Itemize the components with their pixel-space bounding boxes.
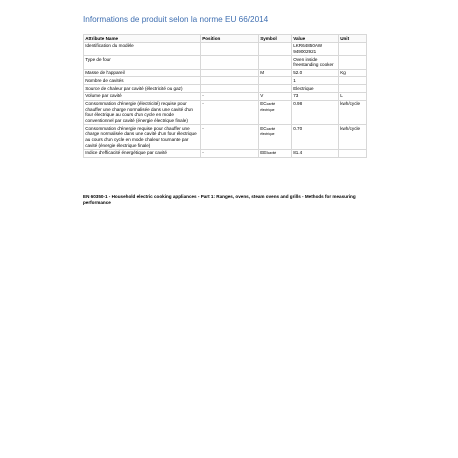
attribute-cell: Source de chaleur par cavité (électricité ou gaz) [84,85,201,93]
position-cell: - [201,125,259,150]
unit-cell [339,77,367,85]
value-cell: 73 [292,92,339,100]
value-cell: Oven inside freestanding cooker [292,56,339,69]
unit-cell [339,42,367,55]
symbol-cell [259,85,292,93]
table-header-row [84,35,367,43]
attribute-cell: Identification du modèle [84,42,201,55]
attribute-cell: Consommation d'énergie (électricité) requise pour chauffer une charge normalisée dans une cavité d'un four électrique au cours d'un cycle en mode conventionnel par cavité (énergie électrique finale) [84,100,201,125]
symbol-text: V [260,93,264,99]
position-cell: - [201,92,259,100]
unit-cell [339,149,367,157]
column-header-position: Position [201,35,259,43]
attribute-cell: Type de four [84,56,201,69]
symbol-text: EC [260,125,267,131]
column-header-value: Value [292,35,339,43]
column-header-unit: Unit [339,35,367,43]
value-cell: 0.98 [292,100,339,125]
position-cell [201,56,259,69]
symbol-text: EC [260,101,267,107]
table-row [84,100,367,125]
symbol-cell [259,92,292,100]
value-cell: 0.70 [292,125,339,150]
unit-cell [339,56,367,69]
position-cell [201,69,259,77]
position-cell: - [201,100,259,125]
table-row [84,149,367,157]
value-cell: LKR64850AW 949002921 [292,42,339,55]
page-title: Informations de produit selon la norme EU 66/2014 [83,15,269,24]
symbol-cell [259,69,292,77]
symbol-text: M [260,70,265,76]
standard-reference-note: EN 60350-1 - Household electric cooking appliances - Part 1: Ranges, ovens, steam ovens and grills - Methods for measuring performance [83,194,356,205]
symbol-subscript: cavité [267,151,277,156]
column-header-attribute: Attribute Name [84,35,201,43]
attribute-cell: Masse de l'appareil [84,69,201,77]
value-cell: Electrique [292,85,339,93]
table-row [84,56,367,69]
attribute-cell: Consommation d'énergie requise pour chauffer une charge normalisée dans une cavité d'un four électrique au cours d'un cycle en mode chaleur tournante par cavité (énergie électrique finale) [84,125,201,150]
unit-cell: Kg [339,69,367,77]
unit-cell: kwh/cycle [339,100,367,125]
value-cell: 52.0 [292,69,339,77]
column-header-symbol: Symbol [259,35,292,43]
symbol-subscript: cavité électrique [260,126,276,137]
table-row [84,69,367,77]
table-row [84,125,367,150]
attribute-cell: Indice d'efficacité énergétique par cavité [84,149,201,157]
symbol-cell [259,42,292,55]
symbol-cell [259,125,292,150]
table-row [84,92,367,100]
unit-cell [339,85,367,93]
position-cell [201,77,259,85]
symbol-cell [259,77,292,85]
table-row [84,77,367,85]
value-cell: 81.4 [292,149,339,157]
value-cell: 1 [292,77,339,85]
symbol-cell [259,100,292,125]
position-cell [201,85,259,93]
product-info-table [83,34,367,158]
symbol-cell [259,56,292,69]
unit-cell: L [339,92,367,100]
symbol-cell [259,149,292,157]
symbol-subscript: cavité électrique [260,102,276,112]
attribute-cell: Nombre de cavités [84,77,201,85]
table-row [84,42,367,55]
position-cell: - [201,149,259,157]
unit-cell: kwh/cycle [339,125,367,150]
table-row [84,85,367,93]
symbol-text: EEI [260,150,268,156]
position-cell [201,42,259,55]
attribute-cell: Volume par cavité [84,92,201,100]
